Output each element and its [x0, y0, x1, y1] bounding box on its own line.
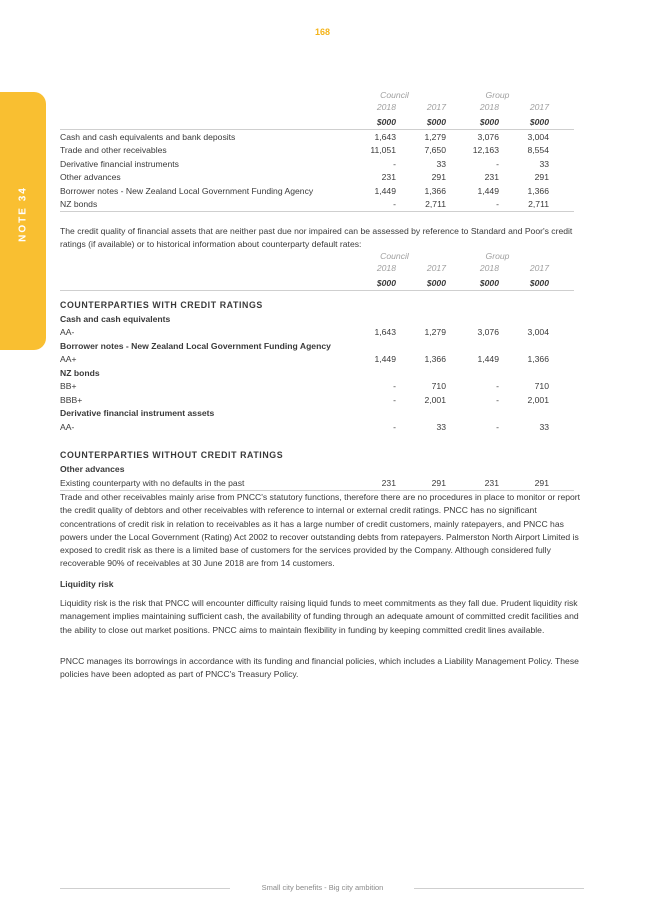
- cell-value: -: [343, 198, 396, 212]
- receivables-paragraph: Trade and other receivables mainly arise from PNCC's statutory functions, therefore there are no procedures in place to monitor or report the credit quality of debtors and other receivables with reference to internal or external credit ratings. PNCC has no significant concentrations of credit risk in relation to receivables as it has a large number of credit customers, mainly ratepayers, and PNCC has powers under the Local Government (Rating) Act 2002 to recover outstanding debts from ratepayers. Palmerston North Airport Limited is exposed to credit risk as there is a limited base of customers for the services provided by the Company. Although considered fully recoverable 90% of receivables at 30 June 2018 are from 14 customers.: [60, 492, 581, 569]
- unit-header: $000: [343, 113, 396, 130]
- year-header: 2017: [426, 102, 446, 112]
- year-header: 2017: [529, 263, 549, 273]
- cell-value: 12,163: [472, 145, 499, 156]
- liquidity-risk-heading: Liquidity risk: [60, 579, 114, 589]
- cell-value: 1,449: [477, 185, 499, 196]
- section-title: COUNTERPARTIES WITHOUT CREDIT RATINGS: [60, 450, 284, 460]
- table-row: [60, 171, 574, 185]
- cell-value: 3,004: [527, 327, 549, 338]
- table-row: [60, 353, 574, 367]
- cell-value: 8,554: [527, 145, 549, 156]
- row-label: NZ bonds: [60, 198, 343, 212]
- cell-value: 291: [499, 476, 549, 490]
- subsection-title: Other advances: [60, 464, 125, 475]
- cell-value: 2,711: [499, 198, 549, 212]
- row-label: Other advances: [60, 172, 121, 183]
- cell-value: -: [393, 381, 396, 392]
- table-row: [60, 130, 574, 144]
- row-label: BB+: [60, 381, 77, 392]
- cell-value: 33: [436, 158, 446, 169]
- unit-header: $000: [499, 113, 549, 130]
- cell-value: 291: [431, 172, 446, 183]
- note-tab-label: NOTE 34: [17, 186, 29, 242]
- unit-header: $000: [446, 113, 499, 130]
- year-header: 2018: [376, 102, 396, 112]
- unit-header: $000: [446, 274, 499, 291]
- unit-header: $000: [499, 274, 549, 291]
- cell-value: 33: [539, 158, 549, 169]
- table-row: [60, 184, 574, 198]
- table-row: [60, 393, 574, 407]
- cell-value: 1,366: [527, 185, 549, 196]
- cell-value: -: [393, 394, 396, 405]
- row-label: Cash and cash equivalents and bank deposits: [60, 131, 236, 142]
- row-label: AA-: [60, 421, 75, 432]
- cell-value: -: [393, 421, 396, 432]
- cell-value: 291: [396, 476, 446, 490]
- subsection-title: Borrower notes - New Zealand Local Government Funding Agency: [60, 340, 331, 351]
- credit-quality-paragraph: The credit quality of financial assets that are neither past due nor impaired can be assessed by reference to Standard and Poor's credit ratings (if available) or to historical information about counterparty default rates:: [60, 226, 573, 250]
- unit-header: $000: [396, 113, 446, 130]
- cell-value: 1,366: [424, 185, 446, 196]
- cell-value: 33: [539, 421, 549, 432]
- cell-value: 2,001: [527, 394, 549, 405]
- table-row: [60, 198, 574, 212]
- cell-value: -: [496, 394, 499, 405]
- cell-value: 1,279: [424, 131, 446, 142]
- cell-value: 710: [431, 381, 446, 392]
- cell-value: 231: [381, 172, 396, 183]
- year-header: 2017: [426, 263, 446, 273]
- cell-value: 1,449: [374, 185, 396, 196]
- cell-value: 33: [436, 421, 446, 432]
- year-header: 2017: [529, 102, 549, 112]
- cell-value: 1,643: [374, 131, 396, 142]
- cell-value: 1,366: [527, 354, 549, 365]
- row-label: Trade and other receivables: [60, 145, 167, 156]
- financial-assets-table: [60, 89, 574, 212]
- cell-value: 1,279: [424, 327, 446, 338]
- cell-value: 7,650: [424, 145, 446, 156]
- subsection-title: Derivative financial instrument assets: [60, 408, 215, 419]
- table-row: [60, 420, 574, 434]
- cell-value: 231: [446, 476, 499, 490]
- cell-value: 291: [534, 172, 549, 183]
- year-header: 2018: [479, 263, 499, 273]
- cell-value: 1,449: [477, 354, 499, 365]
- column-group-group: Group: [485, 90, 510, 100]
- borrowings-paragraph: PNCC manages its borrowings in accordance with its funding and financial policies, which includes a Liability Management Policy. These policies have been adopted as part of PNCC's Treasury Policy.: [60, 656, 579, 680]
- row-label: Derivative financial instruments: [60, 158, 179, 169]
- column-group-council: Council: [380, 90, 409, 100]
- cell-value: 710: [534, 381, 549, 392]
- unit-header: $000: [396, 274, 446, 291]
- cell-value: 3,076: [477, 327, 499, 338]
- cell-value: -: [393, 158, 396, 169]
- year-header: 2018: [376, 263, 396, 273]
- row-label: AA-: [60, 327, 75, 338]
- cell-value: 231: [484, 172, 499, 183]
- column-group-group: Group: [485, 251, 510, 261]
- cell-value: 2,001: [424, 394, 446, 405]
- credit-ratings-table: [60, 250, 574, 491]
- subsection-title: Cash and cash equivalents: [60, 313, 171, 324]
- footer-tagline: Small city benefits - Big city ambition: [261, 883, 384, 892]
- cell-value: 1,449: [374, 354, 396, 365]
- cell-value: -: [496, 158, 499, 169]
- year-header: 2018: [479, 102, 499, 112]
- cell-value: -: [496, 421, 499, 432]
- cell-value: 11,051: [370, 145, 396, 156]
- cell-value: 1,366: [424, 354, 446, 365]
- row-label: Existing counterparty with no defaults in the past: [60, 476, 343, 490]
- cell-value: -: [446, 198, 499, 212]
- cell-value: 231: [343, 476, 396, 490]
- cell-value: 3,004: [527, 131, 549, 142]
- unit-header: $000: [343, 274, 396, 291]
- table-row: [60, 476, 574, 490]
- liquidity-paragraph: Liquidity risk is the risk that PNCC will encounter difficulty raising liquid funds to meet commitments as they fall due. Prudent liquidity risk management implies maintaining sufficient cash, the availability of funding through an adequate amount of committed credit facilities and the ability to close out market positions. PNCC aims to maintain flexibility in funding by keeping committed credit lines available.: [60, 598, 579, 635]
- table-row: [60, 157, 574, 171]
- row-label: AA+: [60, 354, 77, 365]
- cell-value: 1,643: [374, 327, 396, 338]
- page-number: 168: [314, 27, 331, 37]
- column-group-council: Council: [380, 251, 409, 261]
- table-row: [60, 144, 574, 158]
- row-label: Borrower notes - New Zealand Local Government Funding Agency: [60, 185, 314, 196]
- row-label: BBB+: [60, 394, 83, 405]
- table-row: [60, 380, 574, 394]
- cell-value: 2,711: [396, 198, 446, 212]
- table-row: [60, 326, 574, 340]
- cell-value: -: [496, 381, 499, 392]
- section-title: COUNTERPARTIES WITH CREDIT RATINGS: [60, 299, 263, 310]
- subsection-title: NZ bonds: [60, 367, 100, 378]
- cell-value: 3,076: [477, 131, 499, 142]
